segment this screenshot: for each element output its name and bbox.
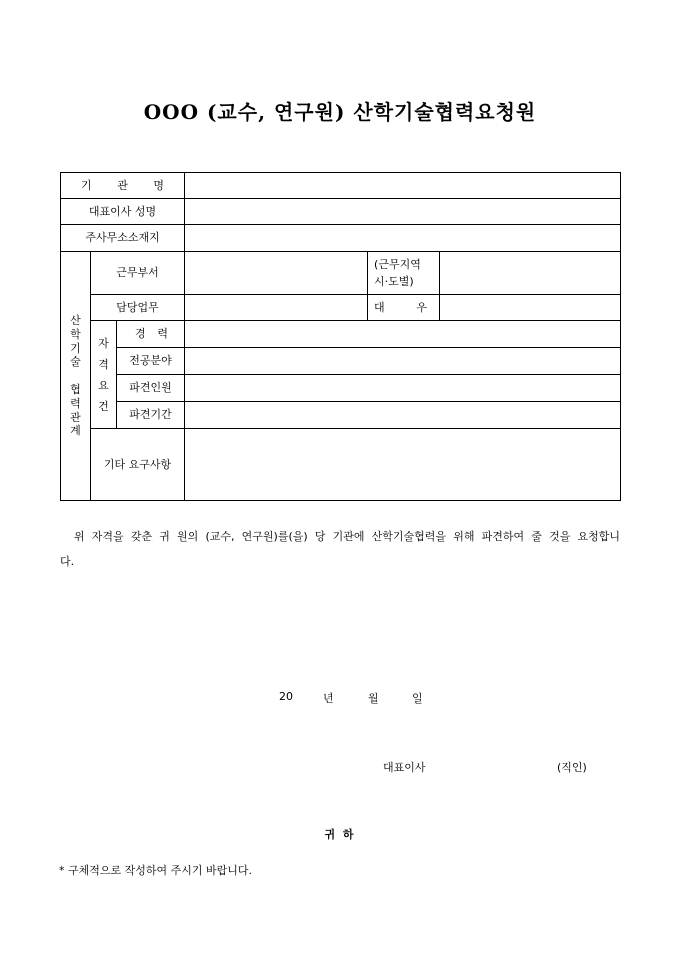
- institution-label: 기 관 명: [61, 173, 185, 199]
- duty-label: 담당업무: [91, 295, 185, 321]
- ceo-name-value[interactable]: [185, 199, 621, 225]
- career-value[interactable]: [185, 321, 621, 348]
- official-seal-mark: (직인): [557, 761, 587, 774]
- other-requirements-value[interactable]: [185, 429, 621, 501]
- date-year-label: 년: [323, 692, 334, 705]
- page-title: OOO (교수, 연구원) 산학기술협력요청원: [143, 100, 537, 124]
- dispatch-count-label: 파견인원: [117, 375, 185, 402]
- career-label: 경 력: [117, 321, 185, 348]
- work-region-value[interactable]: [440, 252, 621, 295]
- treatment-value[interactable]: [440, 295, 621, 321]
- date-month-label: 월: [368, 692, 379, 705]
- request-statement: 위 자격을 갖춘 귀 원의 (교수, 연구원)를(을) 당 기관에 산학기술협력을 위해 파견하여 줄 것을 요청합니다.: [60, 530, 620, 568]
- specialty-label: 전공분야: [117, 348, 185, 375]
- footnote: * 구체적으로 작성하여 주시기 바랍니다.: [59, 864, 252, 877]
- request-form-table: [60, 172, 621, 501]
- industry-academia-relation-label: 산 학 기 술 협 력 관 계: [61, 252, 91, 501]
- address-value[interactable]: [185, 225, 621, 252]
- treatment-label: 대 우: [368, 295, 440, 321]
- address-label: 주사무소소재지: [61, 225, 185, 252]
- department-value[interactable]: [185, 252, 368, 295]
- qualification-label: 자 격 요 건: [91, 321, 117, 429]
- dispatch-count-value[interactable]: [185, 375, 621, 402]
- recipient-line: 귀 하: [324, 828, 356, 841]
- other-requirements-label: 기타 요구사항: [91, 429, 185, 501]
- specialty-value[interactable]: [185, 348, 621, 375]
- dispatch-period-label: 파견기간: [117, 402, 185, 429]
- date-day-label: 일: [412, 692, 423, 705]
- ceo-name-label: 대표이사 성명: [61, 199, 185, 225]
- dispatch-period-value[interactable]: [185, 402, 621, 429]
- duty-value[interactable]: [185, 295, 368, 321]
- work-region-label: (근무지역 시·도별): [368, 252, 440, 295]
- date-century: 20: [279, 690, 293, 703]
- institution-value[interactable]: [185, 173, 621, 199]
- representative-title: 대표이사: [383, 761, 426, 774]
- department-label: 근무부서: [91, 252, 185, 295]
